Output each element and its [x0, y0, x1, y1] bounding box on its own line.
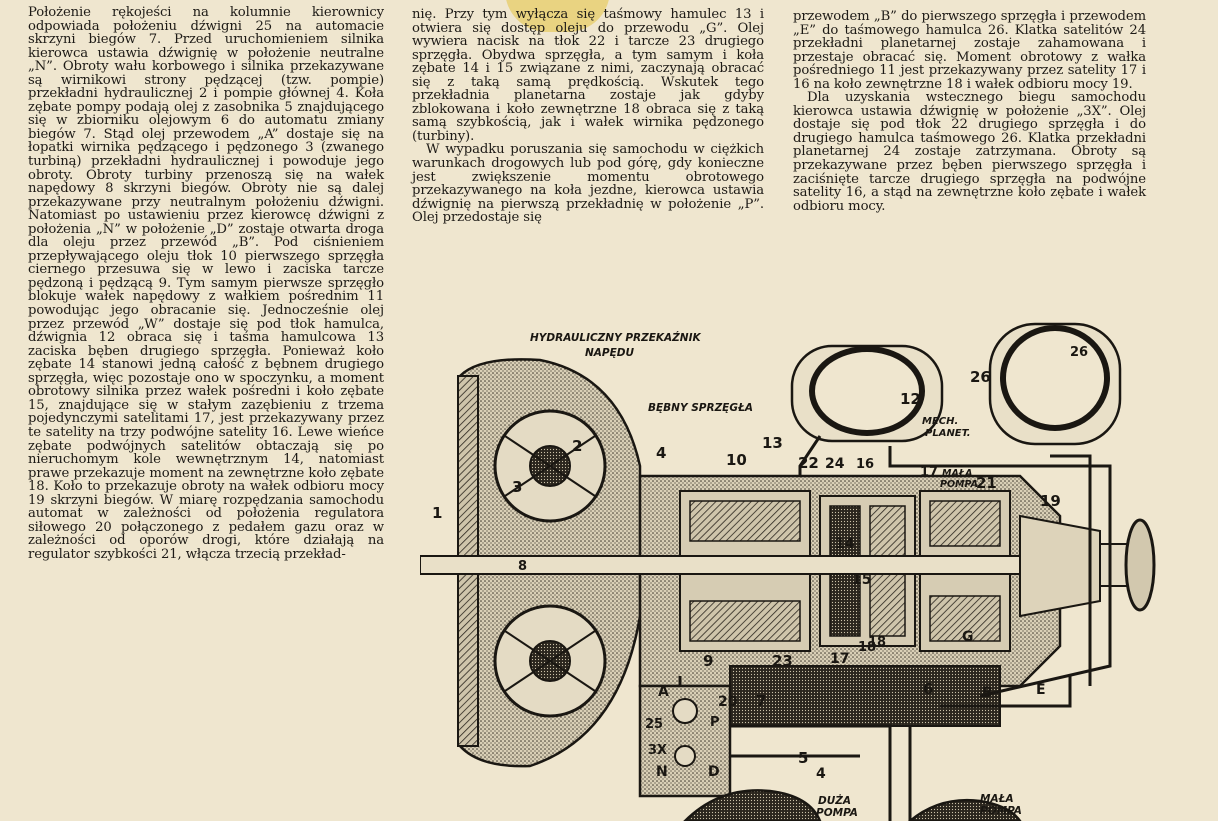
ref-23: 23 [772, 652, 793, 670]
ref-19: 19 [1040, 492, 1061, 510]
ref-G: G [962, 629, 974, 645]
label-big-pump-2: POMPA [816, 807, 858, 819]
ref-2: 2 [572, 437, 583, 455]
text-column-3 [793, 10, 1146, 213]
ref-17b: 17 [920, 465, 939, 480]
label-small-pump-b: MAŁA [980, 793, 1014, 805]
ref-9: 9 [703, 652, 714, 670]
label-mech: MECH. [922, 416, 959, 427]
ref-16: 16 [856, 457, 875, 472]
ref-10: 10 [726, 451, 747, 469]
paragraph: Dla uzyskania wstecznego biegu samochodu kierowca ustawia dźwignię w położenie „3X”. Olej dostaje się pod tłok 22 drugiego sprzęgła i do drugiego hamulca taśmowego 26. Klatka przekładni planetarnej 24 zostaje zatrzymana. Obroty są przekazywane przez bęben pierwszego sprzęgła i zaciśnięte tarcze drugiego sprzęgła na podwójne satelity 16, a stąd na zewnętrzne koło zębate i wałek odbioru mocy. [793, 90, 1146, 214]
ref-4: 4 [656, 444, 667, 462]
paragraph: przewodem „B” do pierwszego sprzęgła i przewodem „E” do taśmowego hamulca 26. Klatka satelitów 24 przekładni planetarnej zostaje zahamowana i przestaje obracać się. Moment obrotowy z wałka pośredniego 11 jest przekazywany przez satelity 17 i 16 na koło zewnętrzne 18 i wałek odbioru mocy 19. [793, 9, 1146, 92]
ref-7: 7 [756, 692, 767, 710]
ref-N: N [656, 764, 668, 780]
label-big-pump: DUŻA [818, 795, 851, 807]
ref-6: 6 [923, 680, 934, 698]
ref-12: 12 [900, 390, 921, 408]
ref-14: 14 [835, 536, 855, 552]
transmission-diagram-svg [420, 316, 1218, 821]
label-small-pump-b-2: POMPA [980, 805, 1022, 817]
ref-E: E [1036, 682, 1046, 698]
ref-13: 13 [762, 434, 783, 452]
ref-1: 1 [432, 504, 443, 522]
paragraph: W wypadku poruszania się samochodu w ciężkich warunkach drogowych lub pod górę, gdy konieczne jest zwiększenie momentu obrotowego przekazywanego na koła jezdne, kierowca ustawia dźwignię na pierwszą przekładnię w położenie „P”. Olej przedostaje się [412, 142, 764, 226]
ref-20: 20 [718, 694, 738, 710]
paragraph: nię. Przy tym wyłącza się taśmowy hamulec 13 i otwiera się dostęp oleju do przewodu „G”. Olej wywiera nacisk na tłok 22 i tarcze 23 drugiego sprzęgła. Obydwa sprzęgła, a tym samym i koła zębate 14 i 15 związane z nimi, zaczynają obracać się z taką samą prędkością. Wskutek tego przekładnia planetarna zostaje jak gdyby zblokowana i koło zewnętrzne 18 obraca się z taką samą szybkością, jak i wałek wirnika pędzonego (turbiny). [412, 7, 764, 144]
ref-18b: 18 [868, 635, 887, 650]
ref-15: 15 [852, 572, 872, 588]
paragraph: Położenie rękojeści na kolumnie kierownicy odpowiada położeniu dźwigni 25 na automacie skrzyni biegów 7. Przed uruchomieniem silnika kierowca ustawia dźwignię w położenie neutralne „N”. Obroty wału korbowego i silnika przekazywane są wirnikowi strony pędzącej (tzw. pompie) przekładni hydraulicznej 2 i pompie głównej 4. Koła zębate pompy podają olej z zasobnika 5 znajdującego się w zbiorniku olejowym 6 do automatu zmiany biegów 7. Stąd olej przewodem „A” dostaje się na łopatki wirnika pędzącego i pędzonego 3 (zwanego turbiną) przekładni hydraulicznej i powoduje jego obroty. Obroty turbiny przenoszą się na wałek napędowy 8 skrzyni biegów. Obroty nie są dalej przekazywane przy neutralnym położeniu dźwigni. Natomiast po ustawieniu przez kierowcę dźwigni z położenia „N” w położenie „D” zostaje otwarta droga dla oleju przez przewód „B”. Pod ciśnieniem przepływającego oleju tłok 10 pierwszego sprzęgła ciernego przesuwa się w lewo i zaciska tarcze pędzoną i pędzącą 9. Tym samym pierwsze sprzęgło blokuje wałek napędowy z wałkiem pośrednim 11 powodując jego obracanie się. Jednocześnie olej przez przewód „W” dostaje się pod tłok hamulca, dźwignia 12 obraca się i taśma hamulcowa 13 zaciska bęben drugiego sprzęgła. Ponieważ koło zębate 14 stanowi jedną całość z bębnem drugiego sprzęgła, więc pozostaje ono w spoczynku, a moment obrotowy silnika przez wałek pośredni i koło zębate 15, znajdujące się w stałym zazębieniu z trzema pojedynczymi satelitami 17, jest przekazywany przez te satelity na trzy podwójne satelity 16. Lewe wieńce zębate podwójnych satelitów obtaczają się po nieruchomym kole wewnętrznym 14, natomiast prawe przekazuje moment na zewnętrzne koło zębate 18. Koło to przekazuje obroty na wałek odbioru mocy 19 skrzyni biegów. W miarę rozpędzania samochodu automat w zależności od położenia regulatora siłowego 20 połączonego z pedałem gazu oraz w zależności od oporów drogi, które działają na regulator szybkości 21, włącza trzecią przekład- [28, 5, 384, 562]
ref-8: 8 [518, 559, 528, 574]
ref-22: 22 [798, 454, 819, 472]
ref-3X: 3X [648, 743, 668, 758]
ref-D: D [708, 764, 720, 780]
ref-P: P [710, 715, 720, 730]
ref-18: 18 [858, 640, 877, 655]
ref-24: 24 [825, 456, 845, 472]
ref-25: 25 [645, 717, 664, 732]
text-column-2 [412, 8, 764, 225]
ref-B: B [982, 685, 993, 701]
label-hydraulic: HYDRAULICZNY PRZEKAŹNIK [530, 332, 701, 344]
label-small-pump: MAŁA [942, 468, 973, 479]
ref-A: A [658, 684, 669, 700]
transmission-diagram [420, 316, 1218, 821]
ref-17: 17 [830, 651, 850, 667]
label-drums: BĘBNY SPRZĘGŁA [648, 402, 754, 414]
label-hydraulic-2: NAPĘDU [585, 347, 635, 359]
ref-26: 26 [970, 368, 991, 386]
ref-26b: 26 [1070, 345, 1089, 360]
ref-3: 3 [512, 478, 523, 496]
text-column-1 [28, 6, 384, 561]
label-small-pump-2: POMPA [940, 479, 978, 490]
label-planet: PLANET. [925, 428, 971, 439]
ref-21: 21 [976, 474, 997, 492]
ref-5: 5 [798, 749, 809, 767]
ref-4b: 4 [816, 766, 826, 782]
